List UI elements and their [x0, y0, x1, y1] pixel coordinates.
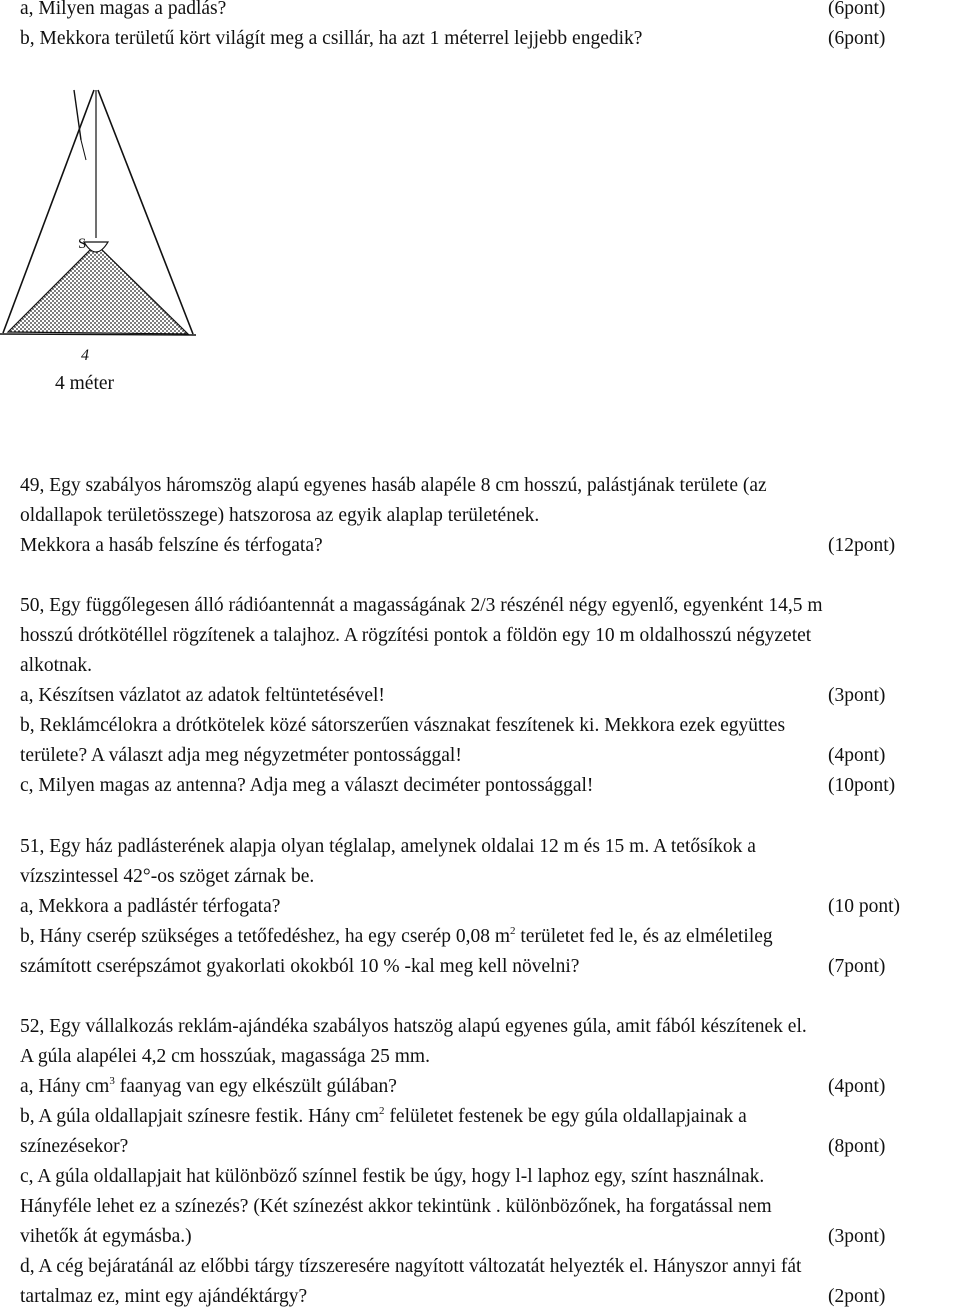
- point-s-label: S: [78, 236, 87, 252]
- p52-d-points: (2pont): [828, 1286, 886, 1307]
- p52-line2: A gúla alapélei 4,2 cm hosszúak, magassága 25 mm.: [20, 1046, 430, 1067]
- p50-a-points: (3pont): [828, 685, 886, 706]
- p52-question-d2: tartalmaz ez, mint egy ajándéktárgy?: [20, 1286, 308, 1307]
- p52-a-text-end: faanyag van egy elkészült gúlában?: [114, 1076, 397, 1097]
- p52-question-a: [20, 1075, 397, 1099]
- p51-question-a: a, Mekkora a padlástér térfogata?: [20, 896, 281, 917]
- p52-a-points: (4pont): [828, 1076, 886, 1097]
- p52-question-b2: színezésekor?: [20, 1136, 129, 1157]
- p50-line2: hosszú drótkötéllel rögzítenek a talajhoz. A rögzítési pontok a földön egy 10 m oldalhosszú négyzetet: [20, 625, 812, 646]
- p52-question-d1: d, A cég bejáratánál az előbbi tárgy tízszeresére nagyított változatát helyezték el. Hányszor annyi fát: [20, 1256, 802, 1277]
- p52-b1-text-end: felületet festenek be egy gúla oldallapjainak a: [384, 1106, 747, 1127]
- p52-b-points: (8pont): [828, 1136, 886, 1157]
- p52-b1-text: b, A gúla oldallapjait színesre festik. Hány cm: [20, 1106, 380, 1127]
- p50-question-b2: területe? A választ adja meg négyzetméter pontossággal!: [20, 745, 462, 766]
- p51-b1-text: b, Hány cserép szükséges a tetőfedéshez, ha egy cserép 0,08 m: [20, 926, 511, 947]
- p51-question-b2: számított cserépszámot gyakorlati okokból 10 % -kal meg kell növelni?: [20, 956, 580, 977]
- question-a: a, Milyen magas a padlás?: [20, 0, 227, 19]
- p52-c-points: (3pont): [828, 1226, 886, 1247]
- p49-line2: oldallapok területösszege) hatszorosa az egyik alaplap területének.: [20, 505, 540, 526]
- p52-b1-sup: 2: [379, 1105, 385, 1117]
- p49-points: (12pont): [828, 535, 896, 556]
- p52-question-c2: Hányféle lehet ez a színezés? (Két színezést akkor tekintünk . különbözőnek, ha forgatással nem: [20, 1196, 772, 1217]
- p51-line1: 51, Egy ház padlásterének alapja olyan téglalap, amelynek oldalai 12 m és 15 m. A tetősíkok a: [20, 836, 756, 857]
- p50-line1: 50, Egy függőlegesen álló rádióantennát a magasságának 2/3 részénél négy egyenlő, egyenként 14,5 m: [20, 595, 823, 616]
- question-a-points: (6pont): [828, 0, 886, 19]
- bottom-mark: 4: [81, 347, 89, 364]
- p52-question-b1: [20, 1105, 747, 1129]
- p51-b1-text-end: területet fed le, és az elméletileg: [515, 926, 773, 947]
- p50-question-c: c, Milyen magas az antenna? Adja meg a választ deciméter pontossággal!: [20, 775, 594, 796]
- p50-line3: alkotnak.: [20, 655, 93, 676]
- p50-b-points: (4pont): [828, 745, 886, 766]
- p50-question-a: a, Készítsen vázlatot az adatok feltüntetésével!: [20, 685, 385, 706]
- p51-b-points: (7pont): [828, 956, 886, 977]
- light-cone-figure: [0, 82, 220, 342]
- p52-line1: 52, Egy vállalkozás reklám-ajándéka szabályos hatszög alapú egyenes gúla, amit fából készítenek el.: [20, 1016, 807, 1037]
- question-b: b, Mekkora területű kört világít meg a csillár, ha azt 1 méterrel lejjebb engedik?: [20, 28, 643, 49]
- p49-line1: 49, Egy szabályos háromszög alapú egyenes hasáb alapéle 8 cm hosszú, palástjának területe (az: [20, 475, 767, 496]
- p50-question-b1: b, Reklámcélokra a drótkötelek közé sátorszerűen vásznakat feszítenek ki. Mekkora ezek együttes: [20, 715, 786, 736]
- dimension-label: 4 méter: [55, 373, 115, 394]
- question-b-points: (6pont): [828, 28, 886, 49]
- p51-a-points: (10 pont): [828, 896, 901, 917]
- p52-question-c1: c, A gúla oldallapjait hat különböző színnel festik be úgy, hogy l-l laphoz egy, színt használnak.: [20, 1166, 765, 1187]
- p52-question-c3: vihetők át egymásba.): [20, 1226, 192, 1247]
- p51-line2: vízszintessel 42°-os szöget zárnak be.: [20, 866, 315, 887]
- p50-c-points: (10pont): [828, 775, 896, 796]
- p52-a-text: a, Hány cm: [20, 1076, 110, 1097]
- p49-line3: Mekkora a hasáb felszíne és térfogata?: [20, 535, 323, 556]
- p52-a-sup: 3: [109, 1075, 115, 1087]
- p51-question-b1: [20, 925, 773, 949]
- p51-b1-sup: 2: [510, 925, 516, 937]
